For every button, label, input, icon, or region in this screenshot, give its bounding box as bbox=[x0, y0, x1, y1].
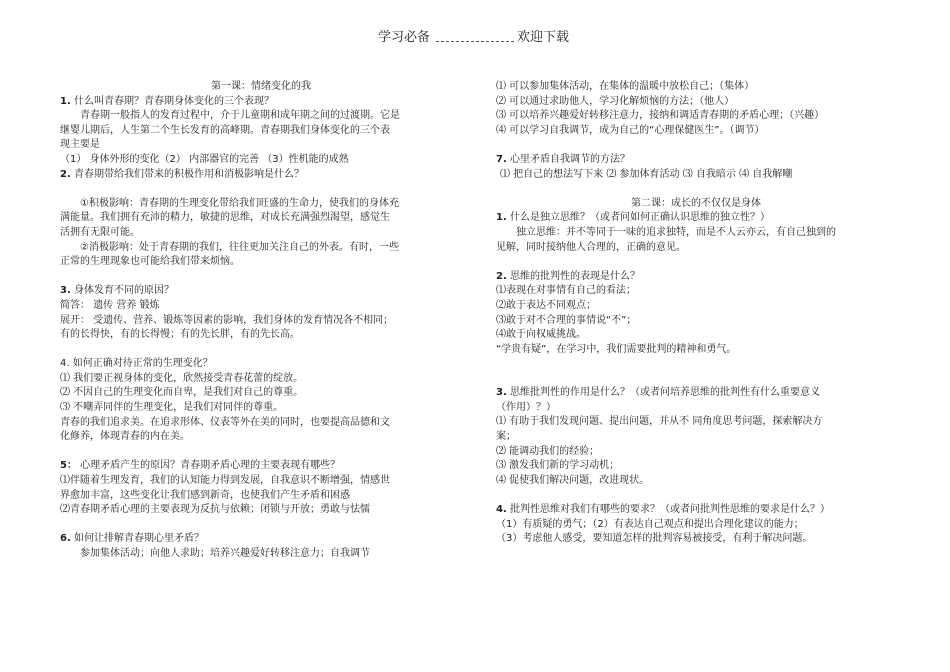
question-7: 7. 心里矛盾自我调节的方法？ bbox=[496, 153, 630, 165]
question-r4: 4. 批判性思维对我们有哪些的要求？（或者问批判性思维的要求是什么？） bbox=[496, 504, 830, 516]
answer-line: 有的长得快，有的长得慢；有的先长胖，有的先长高。 bbox=[60, 329, 300, 341]
question-4: 4. 如何正确对待正常的生理变化？ bbox=[60, 358, 213, 370]
answer-line: 展开： 受遗传、营养、锻炼等因素的影响，我们身体的发育情况各不相同； bbox=[60, 314, 394, 326]
question-2: 2. 青春期带给我们带来的积极作用和消极影响是什么？ bbox=[60, 168, 304, 180]
answer-line: 满能量。我们拥有充沛的精力，敏捷的思维，对成长充满强烈渴望，感觉生 bbox=[60, 212, 390, 224]
question-3: 3. 身体发育不同的原因？ bbox=[60, 285, 174, 297]
answer-line: 继婴儿期后，人生第二个生长发育的高峰期。青春期我们身体变化的三个表 bbox=[60, 124, 390, 136]
answer-line: 见解，同时接纳他人合理的，正确的意见。 bbox=[496, 241, 686, 253]
answer-line: 正常的生理现象也可能给我们带来烦恼。 bbox=[60, 256, 240, 268]
answer-line: ⑵ 可以通过求助他人，学习化解烦恼的方法；（他人） bbox=[496, 95, 735, 107]
question-6: 6. 如何让排解青春期心里矛盾？ bbox=[60, 533, 204, 545]
question-r3-cont: （作用）？） bbox=[496, 401, 556, 413]
answer-items: ⑴ 把自己的想法写下来 ⑵ 参加体育活动 ⑶ 自我暗示 ⑷ 自我解嘲 bbox=[500, 168, 793, 180]
question-r3: 3. 思维批判性的作用是什么？（或者问培养思维的批判性有什么重要意义 bbox=[496, 387, 820, 399]
question-r2: 2. 思维的批判性的表现是什么？ bbox=[496, 270, 640, 282]
header-dashed-line bbox=[436, 41, 514, 42]
answer-line: 活拥有无限可能。 bbox=[60, 226, 140, 238]
page-header bbox=[0, 26, 950, 46]
answer-line: ⑷ 可以学习自我调节，成为自己的“心理保健医生”。（调节） bbox=[496, 124, 765, 136]
lesson-2-title: 第二课：成长的不仅仅是身体 bbox=[631, 197, 761, 209]
answer-line: ②消极影响：处于青春期的我们，往往更加关注自己的外表。有时，一些 bbox=[80, 241, 399, 253]
answer-line: ⑵青春期矛盾心理的主要表现为反抗与依赖；闭锁与开放；勇敢与怯懦 bbox=[60, 504, 370, 516]
answer-line: ⑴伴随着生理发育，我们的认知能力得到发展，自我意识不断增强，情感世 bbox=[60, 475, 390, 487]
answer-line: 现主要是 bbox=[60, 139, 100, 151]
answer-line: （3）考虑他人感受，要知道怎样的批判容易被接受，有利于解决问题。 bbox=[496, 533, 813, 545]
answer-line: ⑶ 不嘲弄同伴的生理变化，是我们对同伴的尊重。 bbox=[60, 402, 284, 414]
answer-line: ⑵ 不因自己的生理变化而自卑，是我们对自己的尊重。 bbox=[60, 387, 304, 399]
answer-line: ⑷敢于向权威挑战。 bbox=[496, 329, 586, 341]
answer-line: 青春期一般指人的发育过程中，介于儿童期和成年期之间的过渡期。它是 bbox=[80, 110, 400, 122]
answer-line: 青春的我们追求美。在追求形体、仪表等外在美的同时，也要提高品德和文 bbox=[60, 416, 390, 428]
question-1: 1. 什么叫青春期？青春期身体变化的三个表现？ bbox=[60, 95, 274, 107]
answer-line: ⑶敢于对不合理的事情说“不”； bbox=[496, 314, 637, 326]
left-column bbox=[60, 80, 462, 562]
question-r1: 1. 什么是独立思维？（或者问如何正确认识思维的独立性？） bbox=[496, 212, 770, 224]
answer-line: 界愈加丰富，这些变化让我们感到新奇，也使我们产生矛盾和困惑 bbox=[60, 489, 350, 501]
answer-line: 化修养，体现青春的内在美。 bbox=[60, 431, 190, 443]
answer-line: ⑶ 可以培养兴趣爱好转移注意力，接纳和调适青春期的矛盾心理；（兴趣） bbox=[496, 110, 825, 122]
answer-line: ⑴表现在对事情有自己的看法； bbox=[496, 285, 636, 297]
answer-line: ⑴ 可以参加集体活动，在集体的温暖中放松自己；（集体） bbox=[496, 81, 755, 92]
answer-items: （1） 身体外形的变化（2） 内部器官的完善 （3）性机能的成熟 bbox=[60, 153, 349, 165]
answer-line: ⑴ 我们要正视身体的变化，欣然接受青春花蕾的绽放。 bbox=[60, 372, 304, 384]
question-5: 5： 心理矛盾产生的原因？青春期矛盾心理的主要表现有哪些？ bbox=[60, 460, 341, 472]
answer-line: 独立思维：并不等同于一味的追求独特，而是不人云亦云，有自己独到的 bbox=[516, 226, 836, 238]
lesson-title: 第一课：情绪变化的我 bbox=[211, 81, 311, 92]
answer-line: 简答： 遗传 营养 锻炼 bbox=[60, 299, 160, 311]
header-left-text: 学习必备 bbox=[378, 30, 431, 45]
answer-line: “学贵有疑”，在学习中，我们需要批判的精神和勇气。 bbox=[496, 343, 737, 355]
header-right-text: 欢迎下载 bbox=[517, 30, 570, 45]
right-column bbox=[496, 80, 896, 547]
answer-line: ⑵ 能调动我们的经验； bbox=[496, 445, 600, 457]
answer-line: ⑶ 激发我们新的学习动机； bbox=[496, 460, 620, 472]
answer-line: ⑷ 促使我们解决问题，改进现状。 bbox=[496, 474, 650, 486]
answer-line: 参加集体活动；向他人求助；培养兴趣爱好转移注意力；自我调节 bbox=[80, 548, 370, 559]
answer-line: （1）有质疑的勇气；（2）有表达自己观点和提出合理化建议的能力； bbox=[496, 518, 804, 530]
answer-line: ①积极影响：青春期的生理变化带给我们旺盛的生命力，使我们的身体充 bbox=[80, 197, 399, 209]
answer-line: ⑴ 有助于我们发现问题、提出问题，并从不 同角度思考问题，探索解决方 bbox=[496, 416, 823, 428]
answer-line: 案； bbox=[496, 431, 516, 443]
answer-line: ⑵敢于表达不同观点； bbox=[496, 299, 596, 311]
